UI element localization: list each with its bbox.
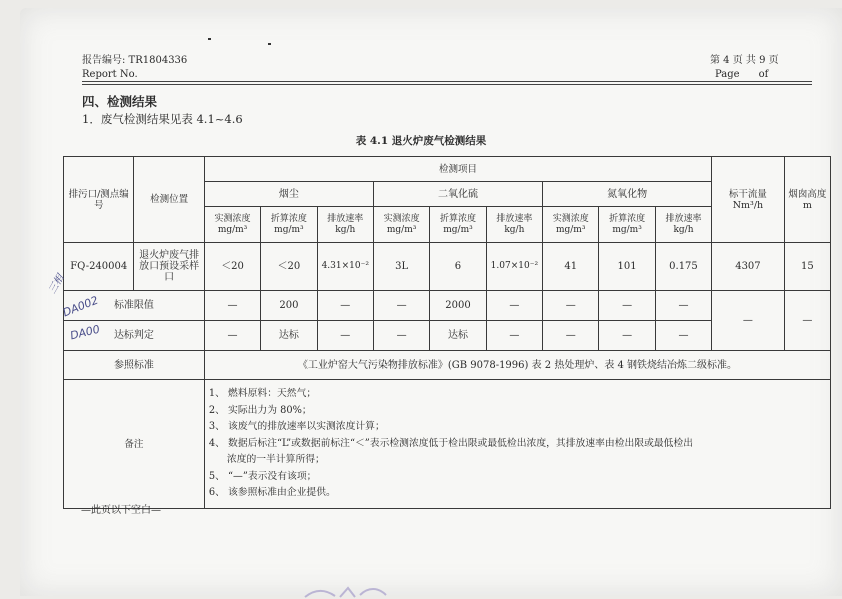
stack-height-value: 15 (784, 243, 830, 291)
outlet-id: FQ-240004 (64, 243, 134, 291)
group-so2: 二氧化硫 (373, 182, 542, 207)
note-line: 3、 该废气的排放速率以实测浓度计算； (208, 421, 385, 432)
compliance-cell: — (655, 321, 711, 351)
limit-cell: 200 (261, 291, 317, 321)
handwritten-note: 三相 (46, 273, 67, 296)
subheader: 实测浓度 mg/m³ (204, 207, 260, 243)
header-outlet: 排污口/测点编号 (64, 157, 134, 243)
data-cell: 0.175 (655, 243, 711, 291)
compliance-cell: — (373, 321, 429, 351)
compliance-cell: — (543, 321, 599, 351)
scan-speck (268, 43, 271, 45)
compliance-cell: — (599, 321, 655, 351)
limit-cell: — (543, 291, 599, 321)
data-cell: 6 (430, 243, 486, 291)
group-nox: 氮氧化物 (543, 182, 712, 207)
limit-cell: — (373, 291, 429, 321)
compliance-cell: 达标 (261, 321, 317, 351)
scan-speck (208, 38, 211, 40)
report-number-cn: 报告编号: TR1804336 (82, 55, 188, 66)
limit-cell: — (486, 291, 542, 321)
note-line: 5、 “—”表示没有该项； (208, 470, 317, 482)
flow-value: 4307 (712, 243, 784, 291)
data-cell: ＜20 (261, 243, 317, 291)
subheader: 排放速率 kg/h (317, 207, 373, 243)
emission-results-table (60, 156, 831, 509)
page-indicator-cn: 第 4 页 共 9 页 (710, 55, 779, 66)
header-stack-height: 烟囱高度 m (784, 157, 830, 243)
handwritten-note: DA00 (68, 322, 102, 343)
notes-label: 备注 (64, 380, 205, 509)
section-subtitle: 1．废气检测结果见表 4.1~4.6 (82, 112, 243, 126)
note-line: 4、 数据后标注“L”或数据前标注“＜”表示检测浓度低于检出限或最低检出浓度，其排放速率由检出限或最低检出 (208, 437, 694, 449)
reference-label: 参照标准 (64, 351, 205, 380)
compliance-cell: — (486, 321, 542, 351)
data-cell: 101 (599, 243, 655, 291)
limit-cell: 2000 (430, 291, 486, 321)
subheader: 排放速率 kg/h (655, 207, 711, 243)
note-line: 1、 燃料原料：天然气； (208, 388, 317, 399)
limit-cell: — (655, 291, 711, 321)
note-line: 6、 该参照标准由企业提供。 (208, 487, 336, 498)
compliance-cell: 达标 (430, 321, 486, 351)
note-line: 2、 实际出力为 80%； (208, 404, 312, 416)
section-title: 四、检测结果 (82, 94, 158, 109)
table-caption: 表 4.1 退火炉废气检测结果 (355, 135, 487, 147)
subheader: 实测浓度 mg/m³ (373, 207, 429, 243)
header-flow: 标干流量 Nm³/h (712, 157, 784, 243)
compliance-label: 达标判定 (64, 321, 205, 351)
reference-standard: 《工业炉窑大气污染物排放标准》(GB 9078-1996) 表 2 热处理炉、表 4 钢铁烧结冶炼二级标准。 (204, 351, 830, 380)
subheader: 实测浓度 mg/m³ (543, 207, 599, 243)
subheader: 折算浓度 mg/m³ (599, 207, 655, 243)
limit-cell: — (599, 291, 655, 321)
stamp-mark (300, 585, 390, 599)
limit-cell: — (317, 291, 373, 321)
compliance-cell: — (317, 321, 373, 351)
header-location: 检测位置 (134, 157, 204, 243)
data-cell: 41 (543, 243, 599, 291)
page-indicator-en: Page of (715, 69, 769, 80)
group-dust: 烟尘 (204, 182, 373, 207)
limit-label: 标准限值 (64, 291, 205, 321)
subheader: 排放速率 kg/h (486, 207, 542, 243)
compliance-cell: — (204, 321, 260, 351)
note-line: 浓度的一半计算所得； (226, 454, 325, 465)
header-rule (82, 84, 812, 85)
handwritten-note: DA002 (60, 293, 101, 320)
data-cell: 4.31×10⁻² (317, 243, 373, 291)
data-cell: 1.07×10⁻² (486, 243, 542, 291)
sampling-location: 退火炉废气排放口预设采样口 (134, 243, 204, 291)
blank-below-marker: —此页以下空白— (81, 505, 161, 516)
subheader: 折算浓度 mg/m³ (430, 207, 486, 243)
data-cell: 3L (373, 243, 429, 291)
stack-limit: — (784, 291, 830, 351)
subheader: 折算浓度 mg/m³ (261, 207, 317, 243)
limit-cell: — (204, 291, 260, 321)
header-test-items: 检测项目 (204, 157, 711, 182)
flow-limit: — (712, 291, 784, 351)
data-cell: ＜20 (204, 243, 260, 291)
notes-content (204, 380, 830, 509)
header-rule (82, 81, 812, 82)
report-number-en: Report No. (82, 69, 138, 80)
